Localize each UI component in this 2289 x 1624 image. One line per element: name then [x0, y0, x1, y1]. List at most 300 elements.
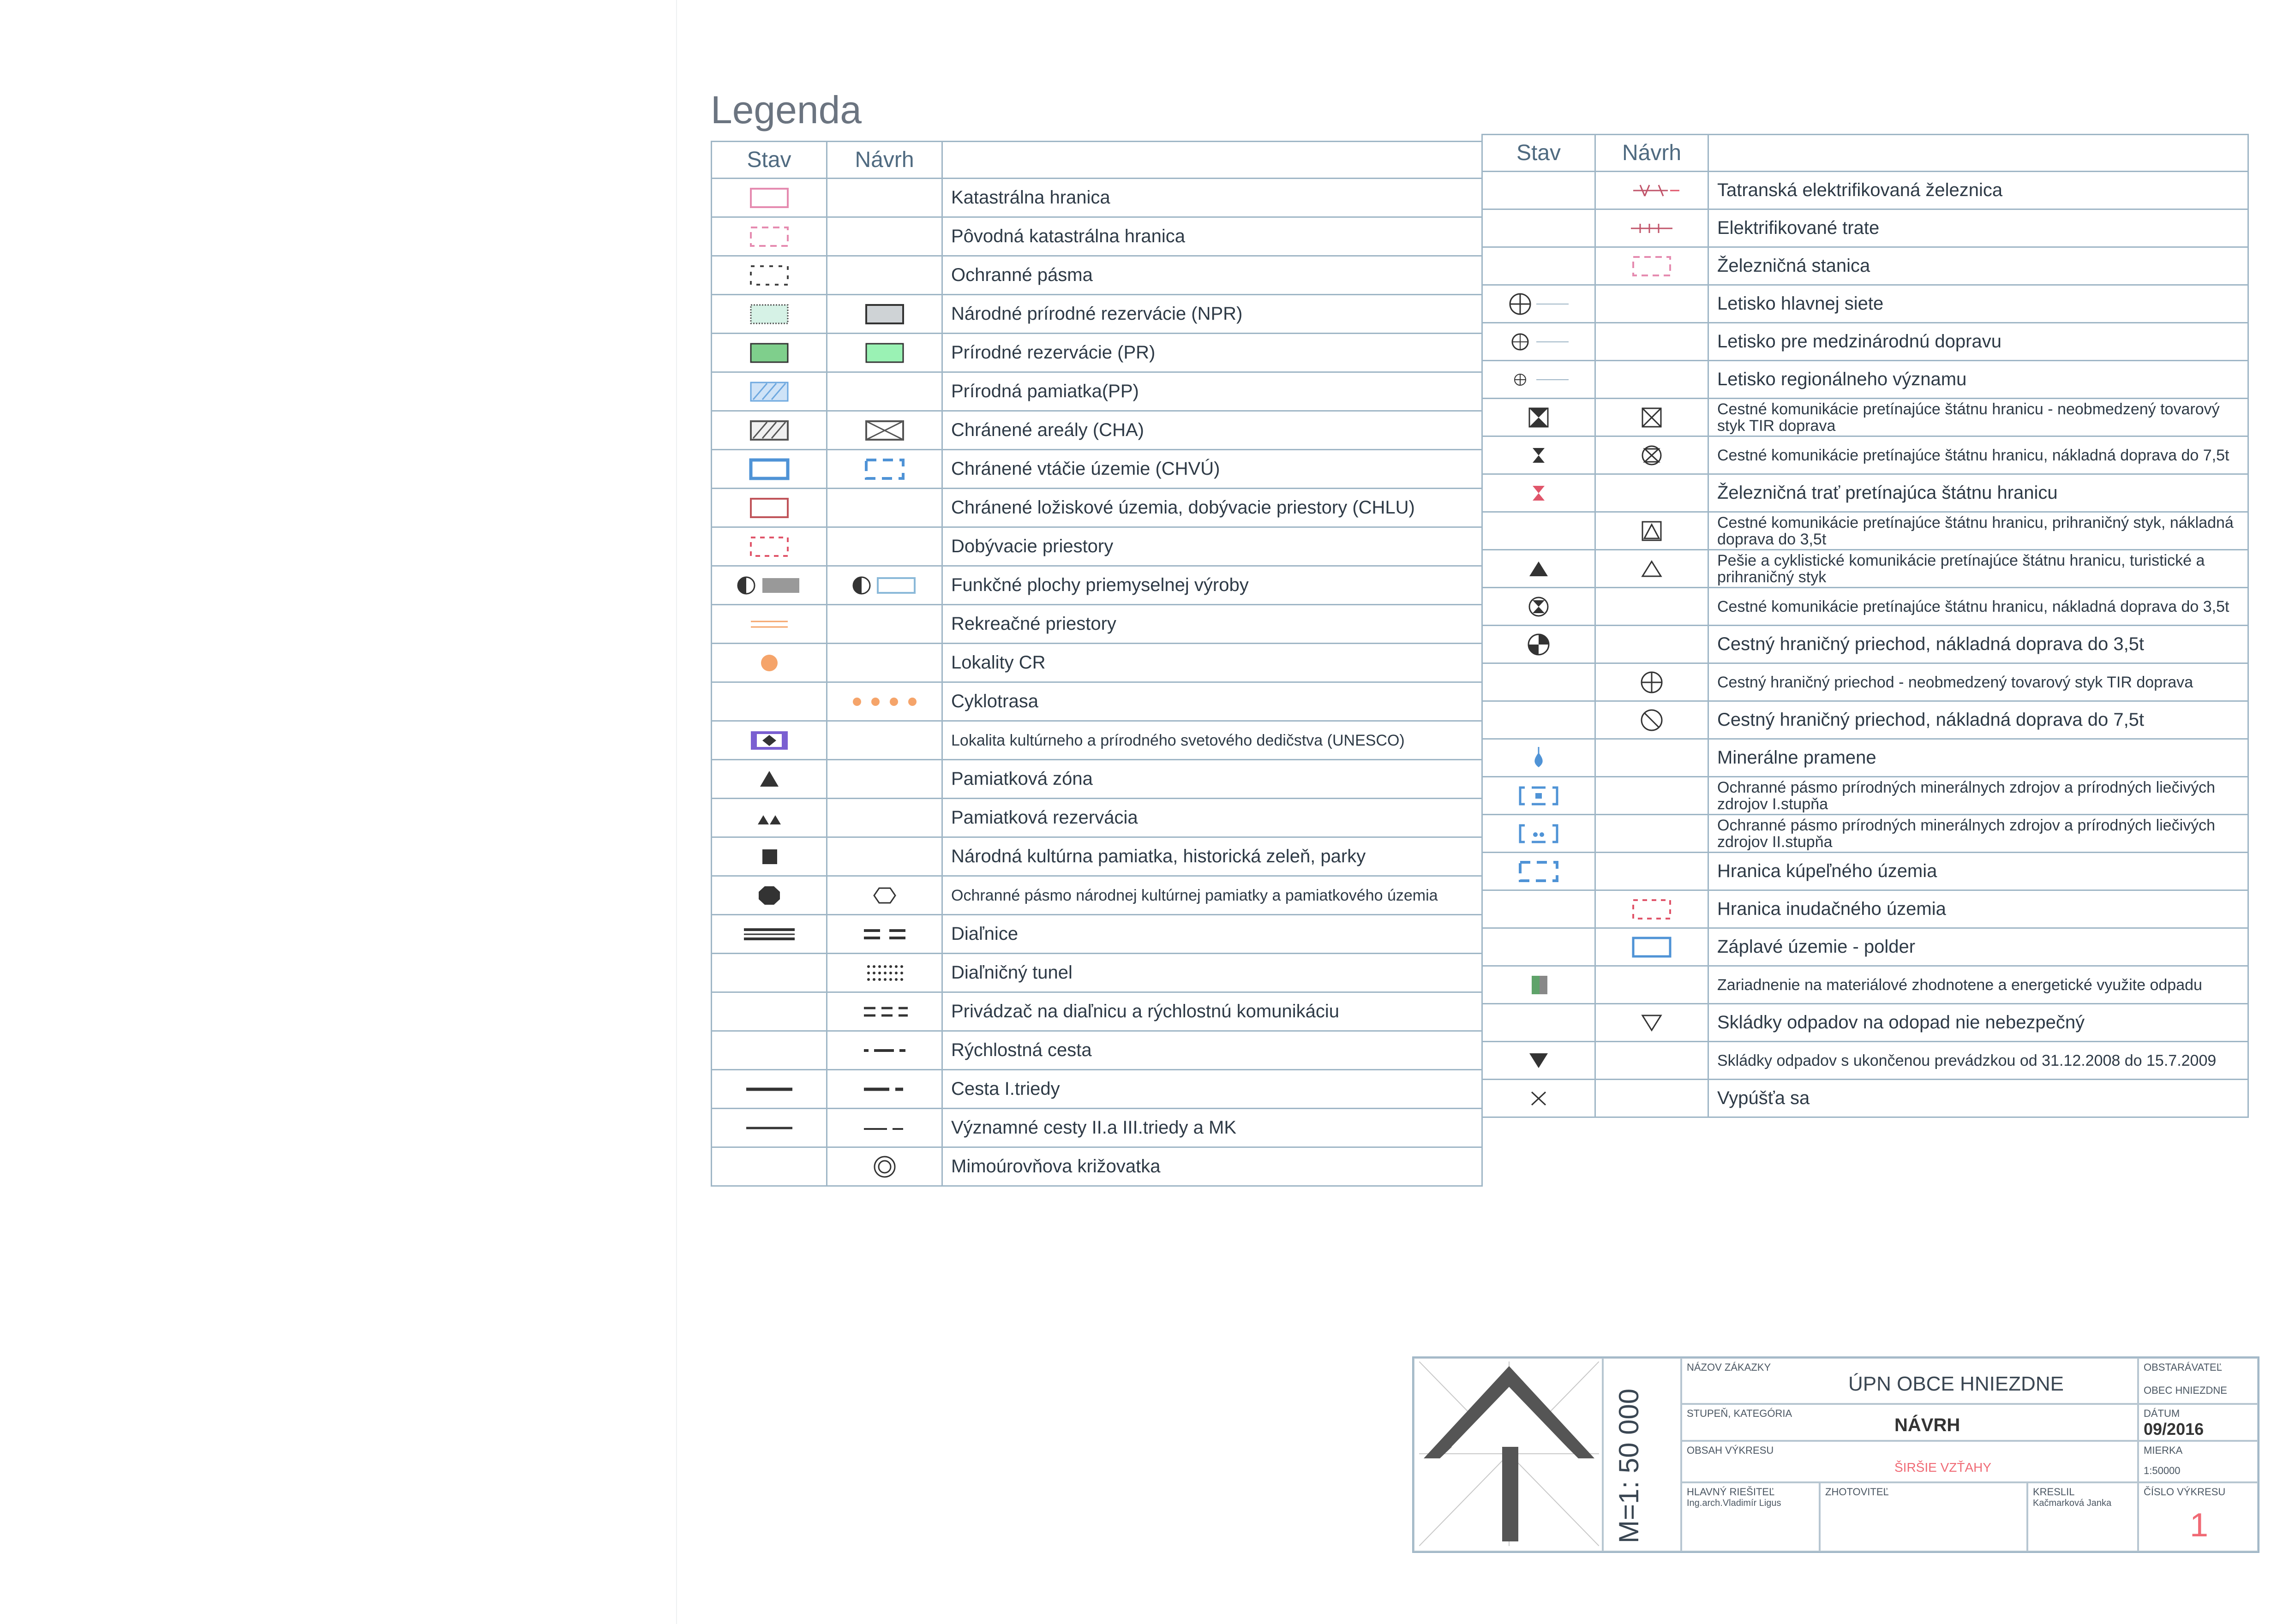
legend-stav-cell	[712, 1109, 827, 1147]
legend-navrh-cell	[827, 992, 942, 1031]
light-green-dotted-rect-icon	[712, 301, 826, 327]
pink-dashed-rect-icon	[712, 224, 826, 250]
obstaravatel-cell	[2138, 1358, 2258, 1404]
hourglass-circle-outline-icon	[1596, 442, 1708, 468]
legend-navrh-cell	[1595, 436, 1708, 474]
mineral-spring-icon	[1483, 745, 1594, 771]
legend-stav-cell	[712, 450, 827, 489]
legend-navrh-cell	[827, 954, 942, 992]
legend-row	[712, 566, 1482, 605]
legend-navrh-cell	[1595, 890, 1708, 928]
legend-stav-cell	[1482, 663, 1595, 701]
legend-navrh-cell	[827, 256, 942, 295]
header-blank	[942, 142, 1482, 179]
riesitel-value: Ing.arch.Vladimír Ligus	[1687, 1498, 1781, 1508]
riesitel-label: HLAVNÝ RIEŠITEĽ	[1687, 1486, 1775, 1498]
obsah-cell	[1681, 1441, 2138, 1482]
legend-navrh-cell	[827, 1147, 942, 1186]
orange-double-line-icon	[712, 611, 826, 637]
legend-row	[1482, 323, 2248, 361]
legend-row	[1482, 701, 2248, 739]
stupen-label: STUPEŇ, KATEGÓRIA	[1687, 1408, 1792, 1419]
legend-stav-cell	[1482, 361, 1595, 399]
legend-stav-cell	[1482, 323, 1595, 361]
legend-stav-cell	[712, 217, 827, 256]
legend-navrh-cell	[827, 566, 942, 605]
down-triangle-outline-icon	[1596, 1010, 1708, 1036]
legend-stav-cell	[712, 721, 827, 760]
half-circle-outline-rect-icon	[827, 573, 941, 598]
mierka-value: 1:50000	[2144, 1465, 2181, 1476]
header-stav-right: Stav	[1482, 135, 1595, 172]
legend-navrh-cell	[827, 295, 942, 334]
legend-row	[712, 1031, 1482, 1070]
legend-label: Ochranné pásmo prírodných minerálnych zdrojov a prírodných liečivých zdrojov I.stupňa	[1708, 777, 2248, 815]
header-stav: Stav	[712, 142, 827, 179]
legend-row	[1482, 361, 2248, 399]
spring-zone-1-icon	[1483, 783, 1594, 809]
legend-label: Cestný hraničný priechod, nákladná doprava do 3,5t	[1708, 626, 2248, 663]
pink-dashed-rect-icon	[1596, 253, 1708, 279]
cislo-value: 1	[2190, 1507, 2209, 1544]
legend-label: Letisko hlavnej siete	[1708, 285, 2248, 323]
gray-hatched-rect-icon	[712, 418, 826, 443]
triple-line-icon	[712, 921, 826, 947]
obstaravatel-label: OBSTARÁVATEĽ	[2144, 1361, 2222, 1373]
dotted-grid-icon	[827, 960, 941, 986]
blue-dashed-rect-icon	[1483, 859, 1594, 884]
legend-stav-cell	[1482, 1042, 1595, 1080]
legend-label: Skládky odpadov s ukončenou prevádzkou od 31.12.2008 do 15.7.2009	[1708, 1042, 2248, 1080]
legend-row	[1482, 1004, 2248, 1042]
legend-label: Cesta I.triedy	[942, 1070, 1482, 1109]
legend-stav-cell	[712, 682, 827, 721]
legend-stav-cell	[712, 256, 827, 295]
line-icon	[712, 1115, 826, 1141]
legend-navrh-cell	[1595, 512, 1708, 550]
legend-row	[1482, 285, 2248, 323]
hourglass-filled-icon	[1483, 405, 1594, 430]
legend-label: Letisko regionálneho významu	[1708, 361, 2248, 399]
legend-row	[712, 837, 1482, 876]
legend-stav-cell	[712, 179, 827, 217]
legend-label: Zariadnenie na materiálové zhodnotene a energetické využite odpadu	[1708, 966, 2248, 1004]
square-icon	[712, 844, 826, 870]
mierka-cell	[2138, 1441, 2258, 1482]
legend-stav-cell	[712, 992, 827, 1031]
legend-navrh-cell	[827, 760, 942, 799]
green-dotted-rect-icon	[712, 340, 826, 366]
crossed-circle-icon	[1596, 669, 1708, 695]
legend-row	[712, 1147, 1482, 1186]
legend-navrh-cell	[827, 1109, 942, 1147]
legend-label: Privádzač na diaľnicu a rýchlostnú komunikáciu	[942, 992, 1482, 1031]
legend-stav-cell	[712, 1031, 827, 1070]
red-rect-icon	[712, 495, 826, 521]
mierka-label: MIERKA	[2144, 1445, 2183, 1456]
obsah-label: OBSAH VÝKRESU	[1687, 1445, 1774, 1456]
legend-row	[712, 217, 1482, 256]
legend-navrh-cell	[1595, 928, 1708, 966]
legend-row	[712, 760, 1482, 799]
legend-label: Pešie a cyklistické komunikácie pretínajúce štátnu hranicu, turistické a prihraničný styk	[1708, 550, 2248, 588]
cislo-label: ČÍSLO VÝKRESU	[2144, 1486, 2226, 1498]
legend-navrh-cell	[827, 799, 942, 837]
header-navrh-right: Návrh	[1595, 135, 1708, 172]
legend-row	[1482, 890, 2248, 928]
legend-navrh-cell	[1595, 361, 1708, 399]
scale-cell	[1603, 1358, 1681, 1552]
legend-navrh-cell	[827, 682, 942, 721]
legend-stav-cell	[712, 489, 827, 527]
legend-navrh-cell	[1595, 172, 1708, 209]
legend-navrh-cell	[1595, 701, 1708, 739]
airport-large-icon	[1483, 291, 1594, 317]
pink-rect-icon	[712, 185, 826, 211]
legend-stav-cell	[712, 644, 827, 682]
legend-stav-cell	[712, 566, 827, 605]
gray-half-circle-rect-icon	[712, 573, 826, 598]
legend-navrh-cell	[1595, 1080, 1708, 1117]
pink-hourglass-icon	[1483, 480, 1594, 506]
legend-row	[1482, 247, 2248, 285]
legend-navrh-cell	[827, 179, 942, 217]
legend-navrh-cell	[827, 605, 942, 644]
legend-stav-cell	[1482, 285, 1595, 323]
quartered-circle-icon	[1483, 632, 1594, 657]
obstaravatel-value: OBEC HNIEZDNE	[2144, 1385, 2227, 1396]
hourglass-circle-filled-icon	[1483, 594, 1594, 620]
legend-row	[712, 372, 1482, 411]
legend-navrh-cell	[1595, 247, 1708, 285]
legend-row	[1482, 1042, 2248, 1080]
legend-stav-cell	[1482, 474, 1595, 512]
legend-label: Dobývacie priestory	[942, 527, 1482, 566]
legend-row	[1482, 436, 2248, 474]
nazov-value: ÚPN OBCE HNIEZDNE	[1848, 1373, 2064, 1395]
legend-row	[712, 295, 1482, 334]
legend-navrh-cell	[1595, 588, 1708, 626]
legend-label: Lokalita kultúrneho a prírodného svetového dedičstva (UNESCO)	[942, 721, 1482, 760]
zhotovitel-label: ZHOTOVITEĽ	[1825, 1486, 1889, 1498]
legend-stav-cell	[1482, 815, 1595, 853]
legend-navrh-cell	[827, 217, 942, 256]
spring-zone-2-icon	[1483, 821, 1594, 847]
legend-stav-cell	[1482, 1080, 1595, 1117]
double-dash-icon	[827, 921, 941, 947]
legend-row	[712, 915, 1482, 954]
legend-stav-cell	[1482, 739, 1595, 777]
riesitel-cell	[1681, 1482, 1820, 1552]
legend-stav-cell	[712, 954, 827, 992]
x-mark-icon	[1483, 1086, 1594, 1111]
legend-navrh-cell	[1595, 209, 1708, 247]
legend-navrh-cell	[827, 876, 942, 915]
legend-row	[712, 179, 1482, 217]
legend-navrh-cell	[1595, 550, 1708, 588]
legend-navrh-cell	[1595, 739, 1708, 777]
legend-stav-cell	[1482, 626, 1595, 663]
blue-hatched-rect-icon	[712, 379, 826, 405]
legend-stav-cell	[712, 760, 827, 799]
legend-label: Katastrálna hranica	[942, 179, 1482, 217]
north-arrow-icon	[1419, 1361, 1599, 1546]
legend-stav-cell	[712, 1147, 827, 1186]
legend-stav-cell	[712, 799, 827, 837]
dash-dot-icon	[827, 1038, 941, 1063]
legend-stav-cell	[1482, 890, 1595, 928]
triangle-outline-icon	[1596, 556, 1708, 582]
legend-label: Hranica kúpeľného územia	[1708, 853, 2248, 890]
legend-navrh-cell	[1595, 853, 1708, 890]
page-margin-line	[676, 0, 677, 1624]
header-navrh: Návrh	[827, 142, 942, 179]
legend-stav-cell	[1482, 172, 1595, 209]
legend-stav-cell	[1482, 928, 1595, 966]
double-circle-icon	[827, 1154, 941, 1180]
legend-navrh-cell	[1595, 474, 1708, 512]
legend-navrh-cell	[1595, 399, 1708, 436]
legend-label: Cestný hraničný priechod, nákladná doprava do 7,5t	[1708, 701, 2248, 739]
cislo-cell	[2138, 1482, 2258, 1552]
green-rect-icon	[827, 340, 941, 366]
legend-navrh-cell	[827, 489, 942, 527]
legend-row	[712, 799, 1482, 837]
legend-label: Rýchlostná cesta	[942, 1031, 1482, 1070]
legend-stav-cell	[712, 1070, 827, 1109]
legend-row	[1482, 512, 2248, 550]
legend-navrh-cell	[1595, 626, 1708, 663]
legend-navrh-cell	[827, 1070, 942, 1109]
title-block	[1412, 1356, 2259, 1553]
legend-stav-cell	[712, 527, 827, 566]
legend-stav-cell	[712, 915, 827, 954]
legend-label: Národná kultúrna pamiatka, historická zeleň, parky	[942, 837, 1482, 876]
legend-row	[712, 527, 1482, 566]
legend-label: Pamiatková rezervácia	[942, 799, 1482, 837]
legend-navrh-cell	[1595, 323, 1708, 361]
legend-row	[712, 256, 1482, 295]
legend-label: Národné prírodné rezervácie (NPR)	[942, 295, 1482, 334]
legend-label: Prírodné rezervácie (PR)	[942, 334, 1482, 372]
legend-stav-cell	[1482, 1004, 1595, 1042]
kreslil-cell	[2027, 1482, 2138, 1552]
legend-row	[1482, 172, 2248, 209]
orange-dots-icon	[827, 689, 941, 715]
kreslil-label: KRESLIL	[2033, 1486, 2075, 1498]
legend-row	[712, 682, 1482, 721]
thick-dash-icon	[827, 1076, 941, 1102]
railway-icon	[1596, 215, 1708, 241]
legend-stav-cell	[712, 876, 827, 915]
legend-label: Elektrifikované trate	[1708, 209, 2248, 247]
legend-label: Železničná stanica	[1708, 247, 2248, 285]
legend-label: Chránené areály (CHA)	[942, 411, 1482, 450]
triangle-box-outline-icon	[1596, 518, 1708, 544]
legend-label: Významné cesty II.a III.triedy a MK	[942, 1109, 1482, 1147]
kreslil-value: Kačmarková Janka	[2033, 1498, 2112, 1508]
legend-navrh-cell	[827, 450, 942, 489]
legend-row	[712, 876, 1482, 915]
legend-label: Cestné komunikácie pretínajúce štátnu hranicu, nákladná doprava do 7,5t	[1708, 436, 2248, 474]
legend-label: Pôvodná katastrálna hranica	[942, 217, 1482, 256]
legend-label: Chránené vtáčie územie (CHVÚ)	[942, 450, 1482, 489]
red-dashed-rect-icon	[1596, 896, 1708, 922]
legend-row	[712, 605, 1482, 644]
triangle-icon	[712, 766, 826, 792]
octagon-icon	[712, 883, 826, 908]
legend-table-right	[1481, 134, 2249, 1118]
legend-stav-cell	[1482, 966, 1595, 1004]
legend-row	[1482, 626, 2248, 663]
legend-stav-cell	[1482, 588, 1595, 626]
legend-label: Funkčné plochy priemyselnej výroby	[942, 566, 1482, 605]
thick-line-icon	[712, 1076, 826, 1102]
hexagon-outline-icon	[827, 883, 941, 908]
north-arrow-cell	[1414, 1358, 1603, 1552]
legend-label: Záplavé územie - polder	[1708, 928, 2248, 966]
legend-navrh-cell	[1595, 815, 1708, 853]
legend-label: Prírodná pamiatka(PP)	[942, 372, 1482, 411]
header-blank-right	[1708, 135, 2248, 172]
legend-label: Železničná trať pretínajúca štátnu hranicu	[1708, 474, 2248, 512]
legend-stav-cell	[712, 605, 827, 644]
legend-row	[1482, 550, 2248, 588]
nazov-label: NÁZOV ZÁKAZKY	[1687, 1361, 1771, 1373]
legend-label: Diaľnice	[942, 915, 1482, 954]
legend-navrh-cell	[1595, 285, 1708, 323]
legend-row	[712, 334, 1482, 372]
legend-row	[1482, 209, 2248, 247]
legend-navrh-cell	[827, 915, 942, 954]
legend-row	[1482, 739, 2248, 777]
legend-label: Lokality CR	[942, 644, 1482, 682]
legend-navrh-cell	[1595, 1042, 1708, 1080]
legend-navrh-cell	[827, 837, 942, 876]
legend-stav-cell	[712, 295, 827, 334]
legend-label: Hranica inudačného územia	[1708, 890, 2248, 928]
blue-dashed-rect-icon	[827, 456, 941, 482]
legend-stav-cell	[712, 372, 827, 411]
legend-navrh-cell	[827, 334, 942, 372]
legend-row	[1482, 399, 2248, 436]
legend-label: Cestný hraničný priechod - neobmedzený tovarový styk TIR doprava	[1708, 663, 2248, 701]
legend-stav-cell	[1482, 777, 1595, 815]
legend-row	[712, 450, 1482, 489]
legend-navrh-cell	[827, 527, 942, 566]
zhotovitel-cell	[1820, 1482, 2027, 1552]
legend-stav-cell	[1482, 399, 1595, 436]
legend-row	[1482, 663, 2248, 701]
legend-row	[712, 1109, 1482, 1147]
legend-label: Mimoúrovňova križovatka	[942, 1147, 1482, 1186]
red-dashed-rect-icon	[712, 534, 826, 560]
legend-navrh-cell	[827, 411, 942, 450]
purple-unesco-icon	[712, 728, 826, 753]
legend-label: Ochranné pásma	[942, 256, 1482, 295]
legend-stav-cell	[1482, 209, 1595, 247]
double-triangle-icon	[712, 805, 826, 831]
legend-stav-cell	[712, 411, 827, 450]
scale-text: M=1: 50 000	[1613, 1388, 1644, 1543]
legend-label: Rekreačné priestory	[942, 605, 1482, 644]
legend-label: Letisko pre medzinárodnú dopravu	[1708, 323, 2248, 361]
legend-stav-cell	[1482, 247, 1595, 285]
legend-label: Ochranné pásmo národnej kultúrnej pamiatky a pamiatkového územia	[942, 876, 1482, 915]
airport-small-icon	[1483, 367, 1594, 393]
legend-stav-cell	[1482, 701, 1595, 739]
legend-navrh-cell	[1595, 663, 1708, 701]
legend-stav-cell	[1482, 512, 1595, 550]
legend-row	[712, 489, 1482, 527]
datum-cell	[2138, 1404, 2258, 1441]
slashed-circle-icon	[1596, 707, 1708, 733]
hourglass-outline-icon	[1596, 405, 1708, 430]
legend-row	[712, 644, 1482, 682]
green-gray-block-icon	[1483, 972, 1594, 998]
legend-row	[1482, 588, 2248, 626]
legend-row	[712, 721, 1482, 760]
dark-dashed-rect-icon	[712, 263, 826, 288]
legend-label: Vypúšťa sa	[1708, 1080, 2248, 1117]
legend-row	[1482, 474, 2248, 512]
legend-label: Chránené ložiskové územia, dobývacie priestory (CHLU)	[942, 489, 1482, 527]
legend-row	[712, 1070, 1482, 1109]
legend-navrh-cell	[1595, 966, 1708, 1004]
dash-icon	[827, 1115, 941, 1141]
legend-label: Cyklotrasa	[942, 682, 1482, 721]
legend-label: Diaľničný tunel	[942, 954, 1482, 992]
legend-label: Minerálne pramene	[1708, 739, 2248, 777]
legend-label: Cestné komunikácie pretínajúce štátnu hranicu - neobmedzený tovarový styk TIR doprava	[1708, 399, 2248, 436]
nazov-cell	[1681, 1358, 2138, 1404]
legend-row	[712, 411, 1482, 450]
legend-stav-cell	[1482, 550, 1595, 588]
legend-stav-cell	[712, 837, 827, 876]
legend-row	[1482, 815, 2248, 853]
legend-row	[1482, 966, 2248, 1004]
legend-stav-cell	[1482, 436, 1595, 474]
legend-navrh-cell	[1595, 1004, 1708, 1042]
legend-label: Ochranné pásmo prírodných minerálnych zdrojov a prírodných liečivých zdrojov II.stupňa	[1708, 815, 2248, 853]
electric-railway-icon	[1596, 178, 1708, 203]
airport-medium-icon	[1483, 329, 1594, 355]
legend-row	[1482, 928, 2248, 966]
legend-stav-cell	[1482, 853, 1595, 890]
legend-label: Cestné komunikácie pretínajúce štátnu hranicu, prihraničný styk, nákladná doprava do 3,5t	[1708, 512, 2248, 550]
legend-table-left	[711, 141, 1483, 1187]
hourglass-small-icon	[1483, 442, 1594, 468]
legend-label: Skládky odpadov na odopad nie nebezpečný	[1708, 1004, 2248, 1042]
legend-navrh-cell	[827, 721, 942, 760]
down-triangle-filled-icon	[1483, 1048, 1594, 1074]
legend-row	[1482, 1080, 2248, 1117]
legend-navrh-cell	[827, 372, 942, 411]
legend-label: Cestné komunikácie pretínajúce štátnu hranicu, nákladná doprava do 3,5t	[1708, 588, 2248, 626]
legend-row	[712, 992, 1482, 1031]
legend-stav-cell	[712, 334, 827, 372]
triple-dash-icon	[827, 999, 941, 1025]
obsah-value: ŠIRŠIE VZŤAHY	[1894, 1460, 1992, 1475]
stupen-value: NÁVRH	[1894, 1415, 1960, 1435]
datum-label: DÁTUM	[2144, 1408, 2180, 1419]
triangle-filled-icon	[1483, 556, 1594, 582]
legend-row	[1482, 777, 2248, 815]
blue-rect-icon	[1596, 934, 1708, 960]
stupen-cell	[1681, 1404, 2138, 1441]
gray-cross-rect-icon	[827, 418, 941, 443]
legend-label: Tatranská elektrifikovaná železnica	[1708, 172, 2248, 209]
